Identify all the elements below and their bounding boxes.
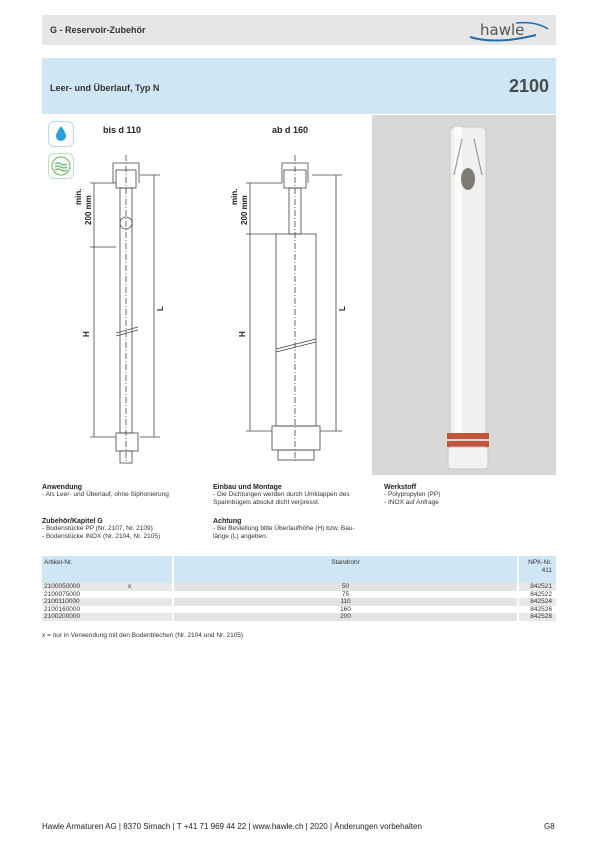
info-werkstoff bbox=[384, 484, 544, 507]
header-standrohr: Standrohr bbox=[174, 556, 517, 583]
dim-h-right: H bbox=[238, 331, 247, 337]
table-body bbox=[42, 583, 556, 621]
table-row bbox=[42, 598, 556, 606]
product-figure bbox=[42, 115, 556, 475]
label-bis-d110: bis d 110 bbox=[103, 125, 142, 135]
cell-npk: 842521 bbox=[530, 583, 552, 590]
table-row bbox=[42, 613, 556, 621]
achtung-line: - Bei Bestellung bitte Überlaufhöhe (H) bzw. Bau- bbox=[213, 525, 355, 532]
cell-mark: x bbox=[128, 583, 132, 590]
cell-npk: 842528 bbox=[530, 613, 552, 620]
dim-min-left: min. bbox=[74, 188, 83, 205]
achtung-heading: Achtung bbox=[213, 518, 242, 525]
dim-min-right: min. bbox=[230, 188, 239, 205]
page-number: G8 bbox=[544, 822, 555, 831]
zubehoer-line: - Bodenstücke PP (Nr. 2107, Nr. 2109) bbox=[42, 525, 153, 532]
dim-l-left: L bbox=[156, 306, 165, 311]
section-title: G - Reservoir-Zubehör bbox=[50, 25, 146, 35]
cell-artikel: 2100160000 bbox=[44, 605, 81, 613]
table-row bbox=[42, 606, 556, 614]
anwendung-heading: Anwendung bbox=[42, 484, 83, 491]
zubehoer-heading: Zubehör/Kapitel G bbox=[42, 518, 103, 525]
product-number: 2100 bbox=[508, 76, 549, 96]
info-einbau bbox=[213, 484, 378, 507]
header-artikel: Artikel-Nr. bbox=[42, 556, 172, 583]
cell-standrohr: 50 bbox=[341, 583, 350, 590]
product-title-bar bbox=[42, 58, 556, 114]
cell-npk: 842526 bbox=[530, 605, 552, 613]
dim-200-right: 200 mm bbox=[240, 195, 249, 225]
werkstoff-heading: Werkstoff bbox=[384, 484, 417, 491]
standpipe-photo bbox=[372, 115, 556, 475]
cell-artikel: 2100110000 bbox=[44, 598, 80, 605]
table-row bbox=[42, 591, 556, 599]
product-title: Leer- und Überlauf, Typ N bbox=[50, 83, 160, 93]
technical-drawing bbox=[42, 115, 372, 475]
product-photo bbox=[372, 115, 556, 475]
anwendung-line: - Als Leer- und Überlauf, ohne Siphonierung bbox=[42, 491, 169, 498]
achtung-line: länge (L) angeben. bbox=[213, 533, 268, 540]
article-table bbox=[42, 556, 556, 621]
cell-artikel: 2100050000 bbox=[44, 583, 81, 590]
einbau-line: - Die Dichtungen werden durch Umklappen des bbox=[213, 491, 350, 498]
einbau-heading: Einbau und Montage bbox=[213, 484, 282, 491]
zubehoer-line: - Bodenstücke INOX (Nr. 2104, Nr. 2105) bbox=[42, 533, 161, 540]
header-npk: NPK-Nr. 411 bbox=[519, 556, 556, 583]
cell-artikel: 2100200000 bbox=[44, 613, 81, 620]
cell-standrohr: 200 bbox=[340, 613, 351, 620]
info-anwendung bbox=[42, 484, 202, 499]
label-ab-d160: ab d 160 bbox=[272, 125, 309, 135]
dim-200-left: 200 mm bbox=[84, 195, 93, 225]
cell-standrohr: 75 bbox=[341, 590, 350, 598]
dim-l-right: L bbox=[338, 306, 347, 311]
footer-text: Hawle Armaturen AG | 8370 Sirnach | T +41 71 969 44 22 | www.hawle.ch | 2020 | Änderungen vorbehalten bbox=[42, 822, 422, 831]
cell-artikel: 2100075000 bbox=[44, 590, 81, 598]
dim-h-left: H bbox=[82, 331, 91, 337]
einbau-line: Spannbügels absolut dicht verpresst. bbox=[213, 499, 320, 506]
table-row bbox=[42, 583, 556, 591]
werkstoff-line: - INOX auf Anfrage bbox=[384, 499, 439, 506]
cell-standrohr: 110 bbox=[340, 598, 351, 605]
info-achtung bbox=[213, 518, 378, 541]
page-header bbox=[42, 15, 556, 45]
cell-npk: 842522 bbox=[530, 590, 552, 598]
table-header bbox=[42, 556, 556, 583]
cell-standrohr: 160 bbox=[340, 605, 351, 613]
werkstoff-line: - Polypropylen (PP) bbox=[384, 491, 441, 498]
info-zubehoer bbox=[42, 518, 202, 541]
hawle-logo bbox=[466, 17, 552, 43]
svg-text:hawle: hawle bbox=[480, 21, 525, 39]
cell-npk: 842524 bbox=[530, 598, 552, 605]
table-note: x = nur in Verwendung mit den Bodenblechen (Nr. 2104 und Nr. 2105) bbox=[42, 632, 244, 639]
